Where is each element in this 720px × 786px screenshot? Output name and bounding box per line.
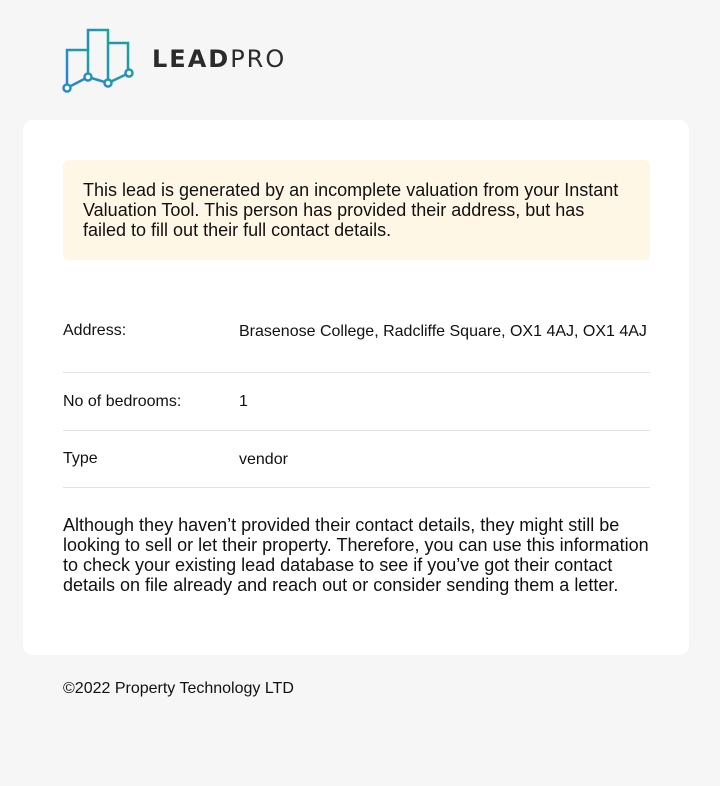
- logo-text-light: PRO: [230, 45, 287, 73]
- detail-value: 1: [239, 393, 248, 410]
- detail-row-bedrooms: [63, 373, 650, 431]
- detail-value: Brasenose College, Radcliffe Square, OX1 4AJ, OX1 4AJ: [239, 322, 647, 340]
- detail-label: Type: [63, 450, 98, 467]
- footer-copyright: ©2022 Property Technology LTD: [63, 680, 294, 697]
- lead-card: [23, 120, 689, 655]
- detail-row-address: [63, 290, 650, 373]
- logo-wordmark: [152, 45, 286, 73]
- detail-label: Address:: [63, 322, 127, 339]
- logo-text-bold: LEAD: [152, 45, 231, 73]
- detail-value: vendor: [239, 450, 288, 468]
- detail-label: No of bedrooms:: [63, 392, 182, 410]
- incomplete-lead-notice: This lead is generated by an incomplete valuation from your Instant Valuation Tool. This person has provided their address, but has failed to fill out their full contact details.: [63, 160, 650, 260]
- leadpro-logo: [60, 26, 286, 96]
- logo-chart-icon: [60, 26, 140, 96]
- detail-row-type: [63, 431, 650, 488]
- body-text: Although they haven’t provided their contact details, they might still be looking to sell or let their property. Therefore, you can use this information to check your existing lead database to see if you’ve got their contact details on file already and reach out or consider sending them a letter.: [63, 515, 649, 595]
- lead-details-table: [63, 290, 650, 488]
